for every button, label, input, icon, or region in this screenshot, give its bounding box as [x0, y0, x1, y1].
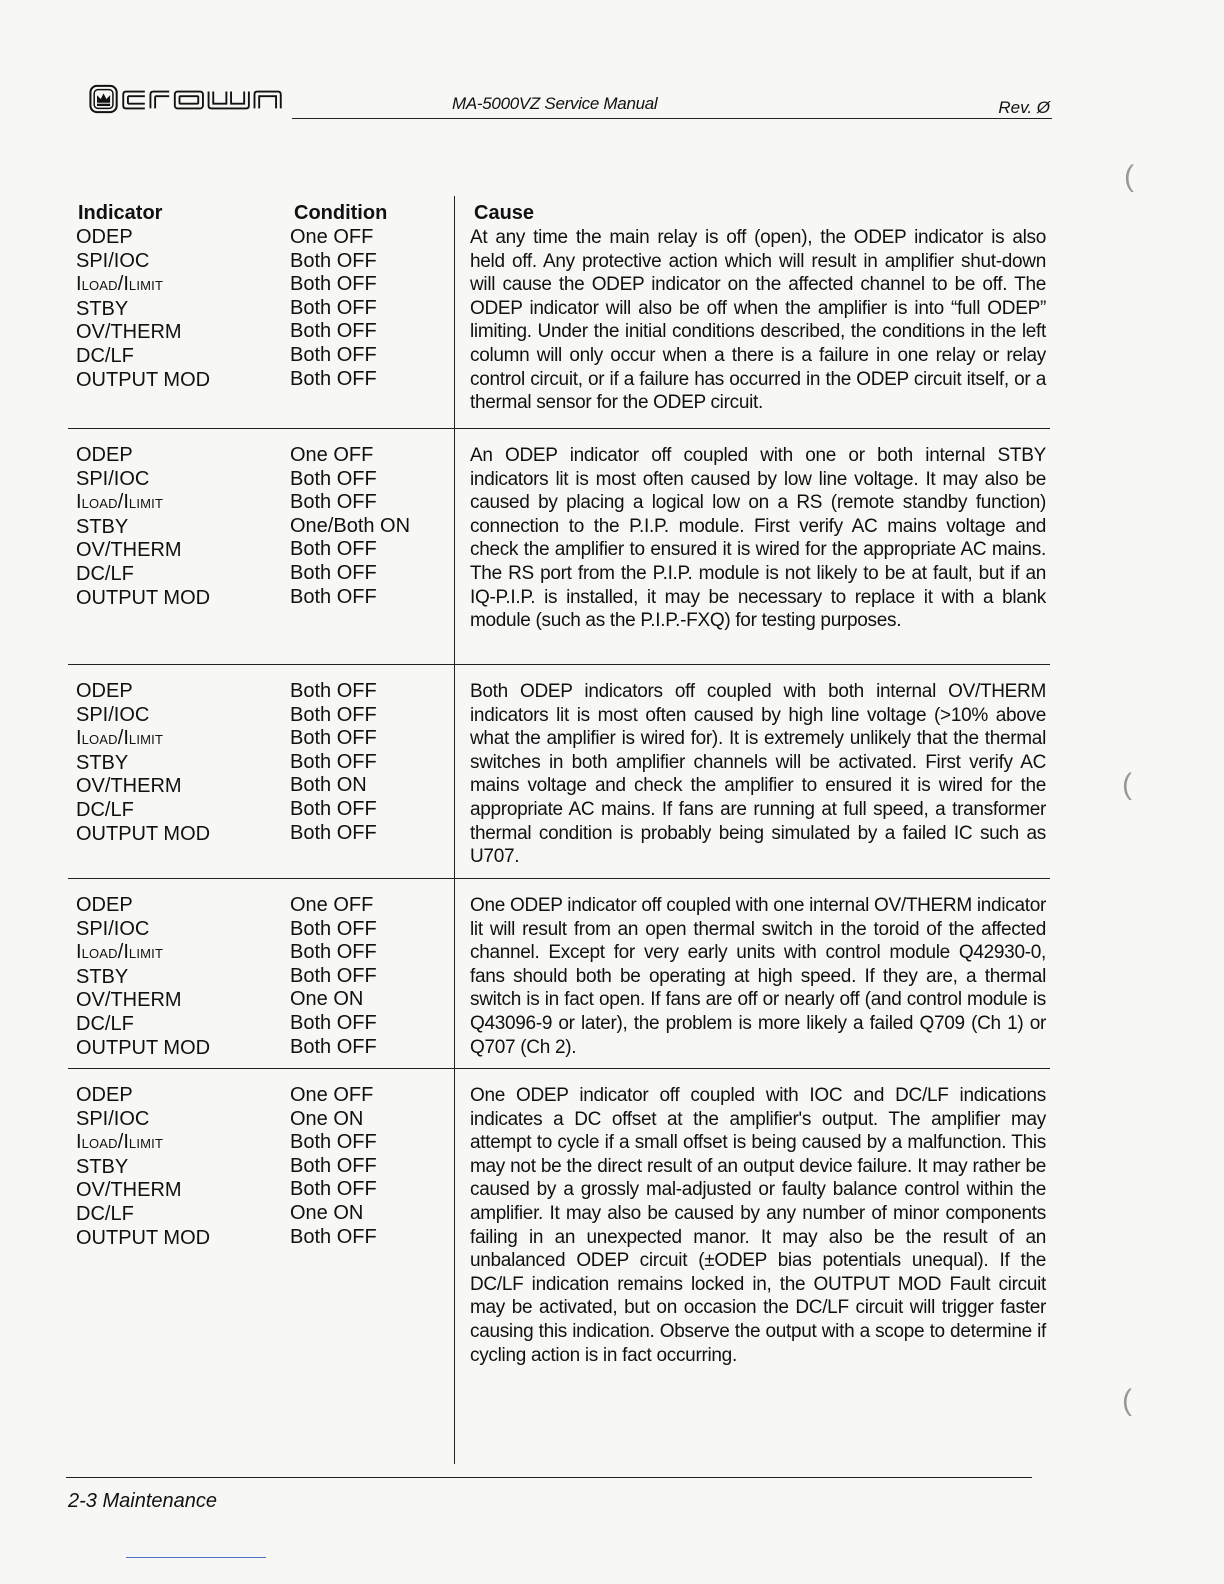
- indicator-name: ODEP: [76, 226, 133, 248]
- binder-hole-mark: (: [1124, 160, 1134, 193]
- indicator-name: ILOAD/ILIMIT: [76, 491, 164, 514]
- condition-list: [290, 1084, 450, 1249]
- condition-value: Both OFF: [290, 1011, 377, 1034]
- indicator-name: ILOAD/ILIMIT: [76, 1131, 164, 1154]
- condition-value: One ON: [290, 1107, 364, 1130]
- condition-value: One OFF: [290, 226, 374, 248]
- condition-column-header: Condition: [294, 202, 388, 224]
- indicator-name: OV/THERM: [76, 539, 182, 562]
- cause-text: At any time the main relay is off (open), the ODEP indicator is also held off. Any protective action which will result in amplifier shut-down will cause the ODEP indicator on the affected channel to be off. The ODEP indicator will also be off when the amplifier is into “full ODEP” limiting. Under the initial conditions described, the conditions in the left column will only occur when a there is a failure in one relay or relay control circuit, or if a failure has occurred in the ODEP circuit itself, or a thermal sensor for the ODEP circuit.: [470, 227, 1046, 414]
- condition-value: Both OFF: [290, 538, 377, 561]
- indicator-name: OV/THERM: [76, 321, 182, 344]
- indicator-name: STBY: [76, 965, 129, 988]
- indicator-list: [76, 444, 276, 610]
- condition-value: Both ON: [290, 774, 367, 797]
- footer-rule: [66, 1477, 1032, 1478]
- indicator-name: STBY: [76, 515, 129, 538]
- page-header: [82, 80, 1052, 120]
- condition-value: Both OFF: [290, 1131, 377, 1154]
- condition-value: One OFF: [290, 894, 374, 916]
- condition-value: Both OFF: [290, 941, 377, 964]
- condition-value: Both OFF: [290, 1225, 377, 1248]
- row-divider: [68, 428, 1050, 429]
- condition-value: Both OFF: [290, 917, 377, 940]
- condition-value: Both OFF: [290, 797, 377, 820]
- indicator-name: DC/LF: [76, 798, 134, 821]
- condition-value: Both OFF: [290, 680, 377, 702]
- column-divider: [454, 196, 455, 1464]
- condition-value: Both OFF: [290, 343, 377, 366]
- condition-value: Both OFF: [290, 585, 377, 608]
- indicator-name: STBY: [76, 297, 129, 320]
- cause-column-header: Cause: [474, 202, 535, 224]
- condition-value: One ON: [290, 1201, 364, 1224]
- scan-underline-mark: [126, 1557, 266, 1558]
- indicator-name: SPI/IOC: [76, 703, 150, 726]
- indicator-name: OUTPUT MOD: [76, 822, 211, 845]
- condition-value: One ON: [290, 988, 364, 1011]
- condition-value: One/Both ON: [290, 514, 411, 537]
- indicator-list: [76, 1084, 276, 1250]
- condition-list: [290, 444, 450, 609]
- condition-value: Both OFF: [290, 249, 377, 272]
- indicator-name: ODEP: [76, 1084, 133, 1106]
- indicator-name: ILOAD/ILIMIT: [76, 273, 164, 296]
- indicator-name: ODEP: [76, 894, 133, 916]
- condition-value: Both OFF: [290, 1035, 377, 1058]
- indicator-name: OUTPUT MOD: [76, 1226, 211, 1249]
- condition-value: Both OFF: [290, 1154, 377, 1177]
- row-divider: [68, 664, 1050, 665]
- cause-text: One ODEP indicator off coupled with one internal OV/THERM indicator lit will result from an open thermal switch in the toroid of the affected channel. Except for very early units with control module Q42930-0, fans should both be operating at high speed. If they are, a thermal switch is in fact open. If fans are off or nearly off (and control module is Q43096-9 or later), the problem is more likely a failed Q709 (Ch 1) or Q707 (Ch 2).: [470, 895, 1046, 1058]
- condition-value: Both OFF: [290, 273, 377, 296]
- manual-title: MA-5000VZ Service Manual: [452, 94, 658, 113]
- condition-value: Both OFF: [290, 1178, 377, 1201]
- indicator-name: OUTPUT MOD: [76, 1036, 211, 1059]
- indicator-name: OUTPUT MOD: [76, 586, 211, 609]
- indicator-name: SPI/IOC: [76, 917, 150, 940]
- condition-value: Both OFF: [290, 367, 377, 390]
- condition-value: Both OFF: [290, 727, 377, 750]
- condition-value: Both OFF: [290, 964, 377, 987]
- indicator-name: DC/LF: [76, 562, 134, 585]
- cause-text: An ODEP indicator off coupled with one or both internal STBY indicators lit is most often caused by low line voltage. It may also be caused by placing a logical low on a RS (remote standby function) connection to the P.I.P. module. First verify AC mains voltage and check the amplifier to ensured it is wired for the appropriate AC mains. The RS port from the P.I.P. module is not likely to be at fault, but if an IQ-P.I.P. is installed, it may be necessary to replace it with a blank module (such as the P.I.P.-FXQ) for testing purposes.: [470, 445, 1046, 632]
- indicator-name: OUTPUT MOD: [76, 368, 211, 391]
- indicator-name: SPI/IOC: [76, 467, 150, 490]
- condition-value: Both OFF: [290, 561, 377, 584]
- indicator-name: ODEP: [76, 680, 133, 702]
- indicator-name: OV/THERM: [76, 1179, 182, 1202]
- condition-list: [290, 680, 450, 845]
- indicator-name: SPI/IOC: [76, 249, 150, 272]
- indicator-list: [76, 226, 276, 392]
- condition-value: One OFF: [290, 1084, 374, 1106]
- indicator-list: [76, 894, 276, 1060]
- condition-value: Both OFF: [290, 320, 377, 343]
- indicator-name: ILOAD/ILIMIT: [76, 941, 164, 964]
- condition-value: Both OFF: [290, 491, 377, 514]
- condition-value: Both OFF: [290, 296, 377, 319]
- indicator-name: OV/THERM: [76, 989, 182, 1012]
- indicator-name: OV/THERM: [76, 775, 182, 798]
- revision-label: Rev. Ø: [998, 98, 1050, 117]
- indicator-name: SPI/IOC: [76, 1107, 150, 1130]
- indicator-name: DC/LF: [76, 344, 134, 367]
- condition-list: [290, 226, 450, 391]
- cause-text: One ODEP indicator off coupled with IOC and DC/LF indications indicates a DC offset at the amplifier's output. The amplifier may attempt to cycle if a small offset is being caused by a malfunction. This may not be the direct result of an output device failure. It may rather be caused by a grossly mal-adjusted or faulty balance control within the amplifier. It may also be caused by any number of minor components failing in an unexpected manor. It may also be the result of an unbalanced ODEP circuit (±ODEP bias potentials unequal). If the DC/LF indication remains locked in, the OUTPUT MOD Fault circuit may be activated, but on occasion the DC/LF circuit will trigger faster causing this indication. Observe the output with a scope to determine if cycling action is in fact occurring.: [470, 1085, 1046, 1366]
- indicator-name: ODEP: [76, 444, 133, 466]
- crown-logo: [82, 84, 292, 114]
- indicator-list: [76, 680, 276, 846]
- condition-list: [290, 894, 450, 1059]
- cause-text: Both ODEP indicators off coupled with both internal OV/THERM indicators lit is most often caused by high line voltage (>10% above what the amplifier is wired for). It is extremely unlikely that the thermal switches in both amplifier channels will be activated. First verify AC mains voltage and check the amplifier to ensured it is wired for the appropriate AC mains. If fans are running at full speed, a transformer thermal condition is probably being simulated by a failed IC such as U707.: [470, 681, 1046, 868]
- header-rule: [292, 118, 1052, 119]
- row-divider: [68, 878, 1050, 879]
- indicator-column-header: Indicator: [78, 202, 163, 224]
- indicator-name: ILOAD/ILIMIT: [76, 727, 164, 750]
- condition-value: One OFF: [290, 444, 374, 466]
- condition-value: Both OFF: [290, 703, 377, 726]
- condition-value: Both OFF: [290, 821, 377, 844]
- condition-value: Both OFF: [290, 750, 377, 773]
- indicator-name: STBY: [76, 751, 129, 774]
- binder-hole-mark: (: [1122, 1384, 1132, 1417]
- indicator-name: DC/LF: [76, 1012, 134, 1035]
- binder-hole-mark: (: [1122, 768, 1132, 801]
- page-footer-label: 2-3 Maintenance: [68, 1490, 217, 1512]
- condition-value: Both OFF: [290, 467, 377, 490]
- row-divider: [68, 1068, 1050, 1069]
- indicator-name: DC/LF: [76, 1202, 134, 1225]
- indicator-name: STBY: [76, 1155, 129, 1178]
